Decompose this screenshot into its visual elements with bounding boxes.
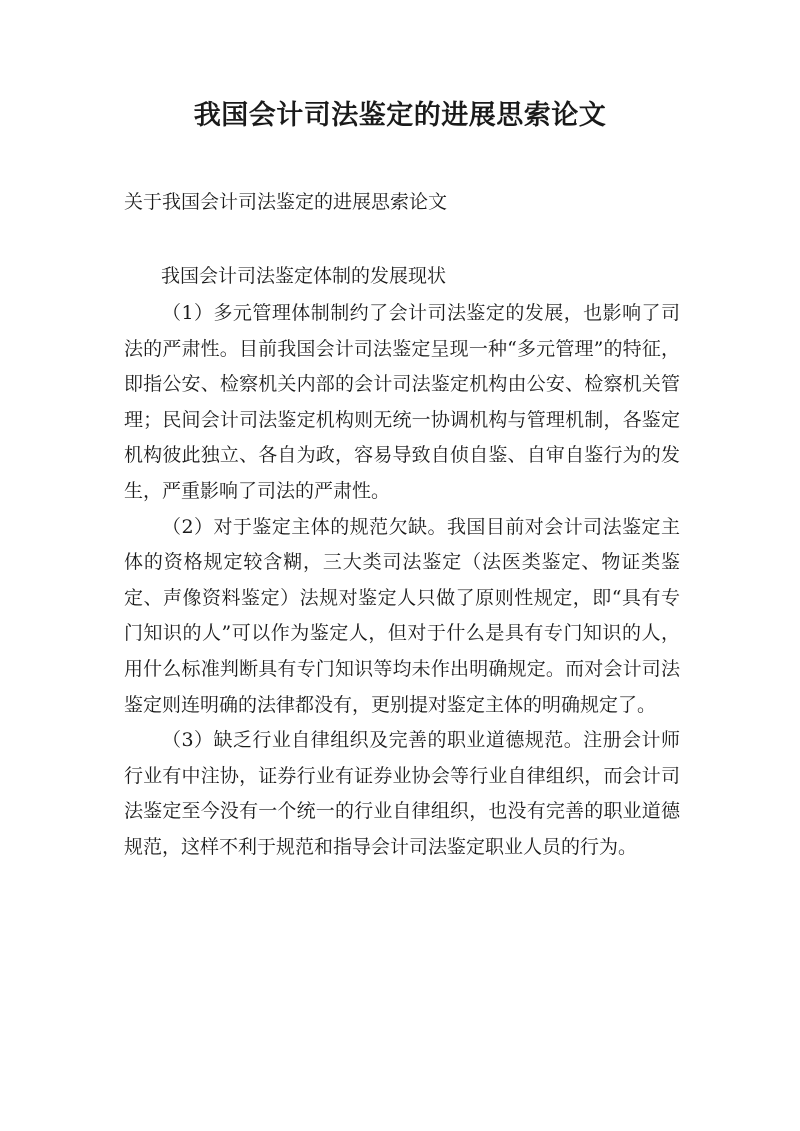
document-subtitle: 关于我国会计司法鉴定的进展思索论文 bbox=[124, 191, 448, 213]
paragraph-1: （1）多元管理体制制约了会计司法鉴定的发展，也影响了司法的严肃性。目前我国会计司法鉴定呈现一种“多元管理”的特征，即指公安、检察机关内部的会计司法鉴定机构由公安、检察机关管理；民间会计司法鉴定机构则无统一协调机构与管理机制，各鉴定机构彼此独立、各自为政，容易导致自侦自鉴、自审自鉴行为的发生，严重影响了司法的严肃性。 bbox=[124, 302, 680, 502]
document-body bbox=[124, 296, 680, 866]
section-heading: 我国会计司法鉴定体制的发展现状 bbox=[161, 265, 447, 287]
paragraph-2: （2）对于鉴定主体的规范欠缺。我国目前对会计司法鉴定主体的资格规定较含糊，三大类司法鉴定（法医类鉴定、物证类鉴定、声像资料鉴定）法规对鉴定人只做了原则性规定，即“具有专门知识的人”可以作为鉴定人，但对于什么是具有专门知识的人，用什么标准判断具有专门知识等均未作出明确规定。而对会计司法鉴定则连明确的法律都没有，更别提对鉴定主体的明确规定了。 bbox=[124, 515, 680, 716]
paragraph-3: （3）缺乏行业自律组织及完善的职业道德规范。注册会计师行业有中注协，证券行业有证券业协会等行业自律组织，而会计司法鉴定至今没有一个统一的行业自律组织，也没有完善的职业道德规范，这样不利于规范和指导会计司法鉴定职业人员的行为。 bbox=[124, 729, 680, 858]
document-title: 我国会计司法鉴定的进展思索论文 bbox=[193, 100, 607, 131]
